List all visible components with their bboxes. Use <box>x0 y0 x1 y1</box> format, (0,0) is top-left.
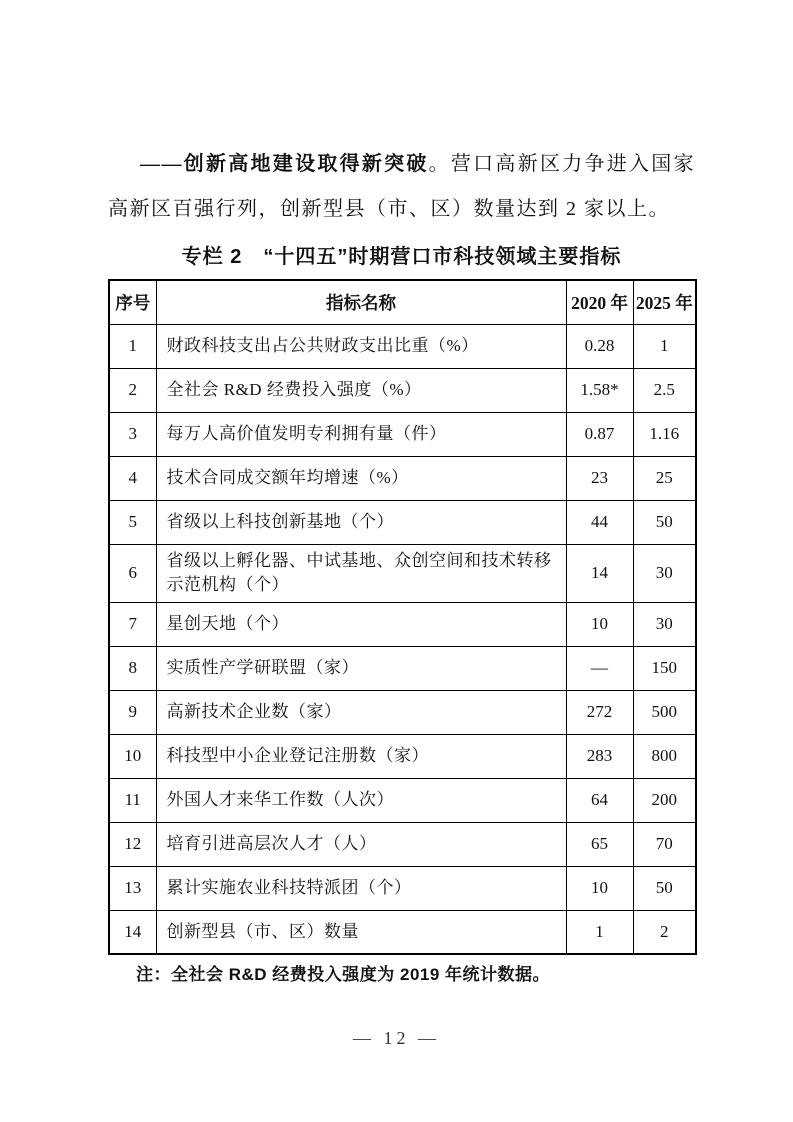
indicator-name: 省级以上科技创新基地（个） <box>156 500 566 544</box>
table-row <box>109 544 696 602</box>
indicator-value: 10 <box>566 866 633 910</box>
indicator-name: 外国人才来华工作数（人次） <box>156 778 566 822</box>
table-row <box>109 646 696 690</box>
column-header-0: 序号 <box>109 280 156 324</box>
table-row <box>109 412 696 456</box>
indicator-value: 800 <box>633 734 696 778</box>
indicator-name: 实质性产学研联盟（家） <box>156 646 566 690</box>
indicator-name: 科技型中小企业登记注册数（家） <box>156 734 566 778</box>
indicator-value: 10 <box>566 602 633 646</box>
indicator-value: 200 <box>633 778 696 822</box>
row-index: 7 <box>109 602 156 646</box>
row-index: 14 <box>109 910 156 954</box>
content-column <box>108 0 695 985</box>
indicator-value: 30 <box>633 544 696 602</box>
table-row <box>109 500 696 544</box>
row-index: 8 <box>109 646 156 690</box>
table-row <box>109 866 696 910</box>
indicator-value: 25 <box>633 456 696 500</box>
indicator-name: 星创天地（个） <box>156 602 566 646</box>
paragraph-bold-lead: ——创新高地建设取得新突破 <box>140 153 429 175</box>
row-index: 3 <box>109 412 156 456</box>
table-note: 注：全社会 R&D 经费投入强度为 2019 年统计数据。 <box>136 965 551 985</box>
indicator-value: — <box>566 646 633 690</box>
table-row <box>109 822 696 866</box>
indicator-name: 财政科技支出占公共财政支出比重（%） <box>156 324 566 368</box>
indicator-value: 1 <box>566 910 633 954</box>
indicator-name: 创新型县（市、区）数量 <box>156 910 566 954</box>
indicator-value: 65 <box>566 822 633 866</box>
indicator-value: 50 <box>633 866 696 910</box>
indicator-value: 0.28 <box>566 324 633 368</box>
row-index: 5 <box>109 500 156 544</box>
body-paragraph <box>108 142 695 232</box>
indicator-value: 2 <box>633 910 696 954</box>
indicator-value: 70 <box>633 822 696 866</box>
paragraph-rest: 。营口高新区力争进入国家高新区百强行列，创新型县（市、区）数量达到 2 家以上。 <box>108 153 696 220</box>
row-index: 12 <box>109 822 156 866</box>
indicator-name: 每万人高价值发明专利拥有量（件） <box>156 412 566 456</box>
indicator-value: 1.58* <box>566 368 633 412</box>
row-index: 1 <box>109 324 156 368</box>
indicator-name: 培育引进高层次人才（人） <box>156 822 566 866</box>
indicator-value: 150 <box>633 646 696 690</box>
row-index: 13 <box>109 866 156 910</box>
indicator-value: 64 <box>566 778 633 822</box>
indicator-value: 14 <box>566 544 633 602</box>
indicator-name: 高新技术企业数（家） <box>156 690 566 734</box>
row-index: 11 <box>109 778 156 822</box>
table-header-row <box>109 280 696 324</box>
column-header-2: 2020 年 <box>566 280 633 324</box>
indicator-value: 1.16 <box>633 412 696 456</box>
table-row <box>109 778 696 822</box>
indicator-value: 0.87 <box>566 412 633 456</box>
page-number: — 12 — <box>353 1028 440 1048</box>
table-row <box>109 456 696 500</box>
indicator-value: 500 <box>633 690 696 734</box>
table-body <box>109 324 696 954</box>
indicator-value: 50 <box>633 500 696 544</box>
table-row <box>109 910 696 954</box>
indicator-value: 2.5 <box>633 368 696 412</box>
table-row <box>109 690 696 734</box>
row-index: 4 <box>109 456 156 500</box>
row-index: 2 <box>109 368 156 412</box>
indicator-value: 23 <box>566 456 633 500</box>
indicator-name: 省级以上孵化器、中试基地、众创空间和技术转移示范机构（个） <box>156 544 566 602</box>
table-row <box>109 368 696 412</box>
table-row <box>109 324 696 368</box>
indicator-value: 30 <box>633 602 696 646</box>
table-title: 专栏 2 “十四五”时期营口市科技领域主要指标 <box>181 246 622 268</box>
indicator-name: 累计实施农业科技特派团（个） <box>156 866 566 910</box>
table-row <box>109 734 696 778</box>
indicator-value: 283 <box>566 734 633 778</box>
column-header-1: 指标名称 <box>156 280 566 324</box>
indicator-value: 272 <box>566 690 633 734</box>
table-row <box>109 602 696 646</box>
indicator-value: 44 <box>566 500 633 544</box>
indicator-name: 技术合同成交额年均增速（%） <box>156 456 566 500</box>
indicator-name: 全社会 R&D 经费投入强度（%） <box>156 368 566 412</box>
indicator-value: 1 <box>633 324 696 368</box>
row-index: 6 <box>109 544 156 602</box>
row-index: 10 <box>109 734 156 778</box>
column-header-3: 2025 年 <box>633 280 696 324</box>
row-index: 9 <box>109 690 156 734</box>
indicators-table <box>108 279 697 955</box>
